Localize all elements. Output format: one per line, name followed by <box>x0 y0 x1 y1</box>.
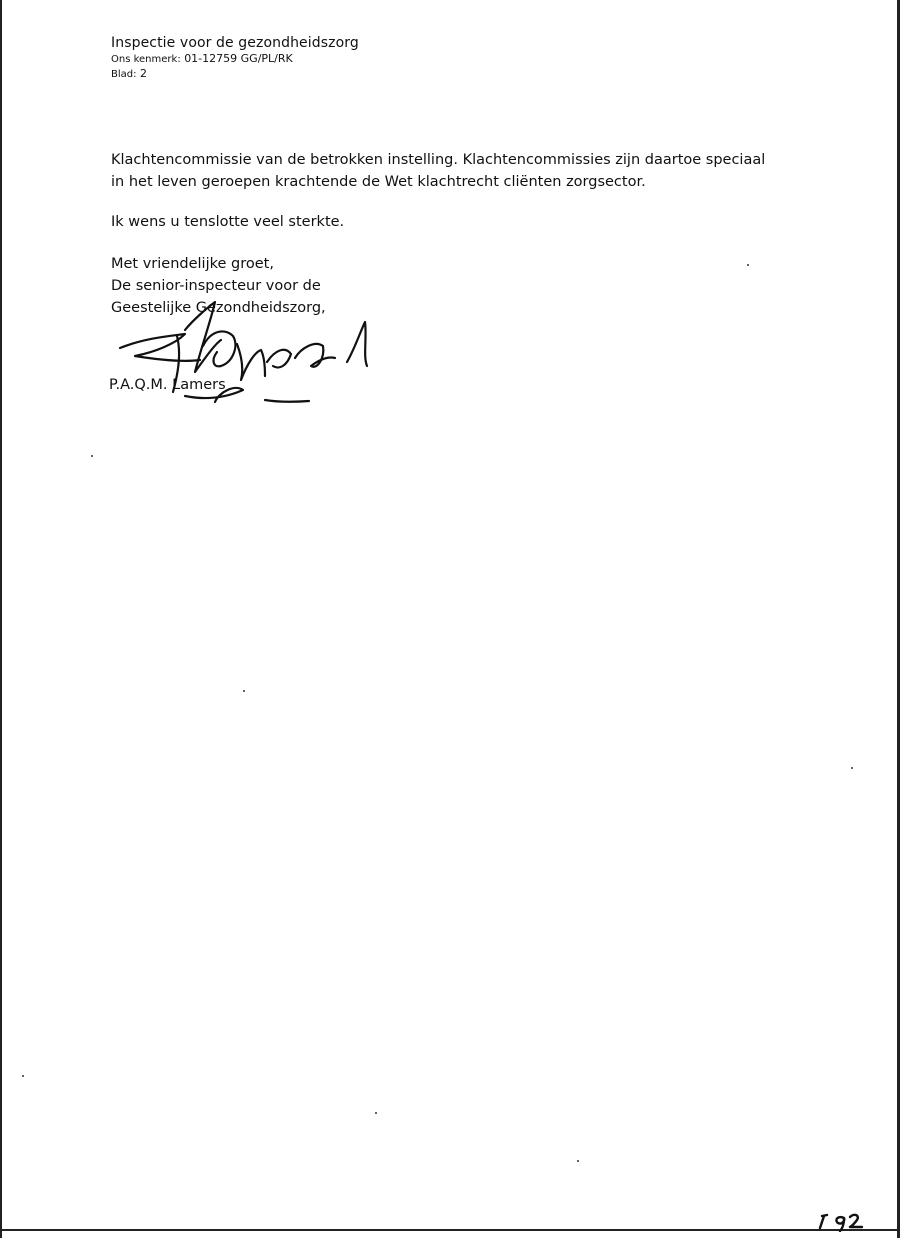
scan-speck <box>22 1075 24 1077</box>
body-paragraph-2: Ik wens u tenslotte veel sterkte. <box>111 214 345 230</box>
signer-title-line-1: De senior-inspecteur voor de <box>111 278 321 294</box>
body-paragraph-1-line-1: Klachtencommissie van de betrokken instelling. Klachtencommissies zijn daartoe speciaal <box>111 152 766 168</box>
signer-title-line-2: Geestelijke Gezondheidszorg, <box>111 300 326 316</box>
scan-edge-left <box>0 0 2 1238</box>
sheet-label: Blad: <box>111 69 137 80</box>
letter-body <box>111 149 765 233</box>
scan-speck <box>851 767 853 769</box>
reference-label: Ons kenmerk: <box>111 54 181 65</box>
scan-speck <box>747 264 749 266</box>
organization-name: Inspectie voor de gezondheidszorg <box>111 35 359 51</box>
body-paragraph-1-line-2: in het leven geroepen krachtende de Wet klachtrecht cliënten zorgsector. <box>111 174 646 190</box>
handwritten-page-number <box>812 1206 872 1232</box>
scan-speck <box>577 1160 579 1162</box>
letter-header <box>111 34 359 82</box>
scan-speck <box>91 455 93 457</box>
sheet-value: 2 <box>139 67 147 80</box>
sheet-line <box>111 67 359 82</box>
closing-greeting: Met vriendelijke groet, <box>111 256 274 272</box>
scan-edge-bottom <box>0 1229 900 1231</box>
reference-line <box>111 52 359 67</box>
scan-speck <box>375 1112 377 1114</box>
signer-name: P.A.Q.M. Lamers <box>109 377 226 393</box>
reference-value: 01-12759 GG/PL/RK <box>184 52 293 65</box>
scan-speck <box>243 690 245 692</box>
handwritten-signature <box>115 300 385 410</box>
